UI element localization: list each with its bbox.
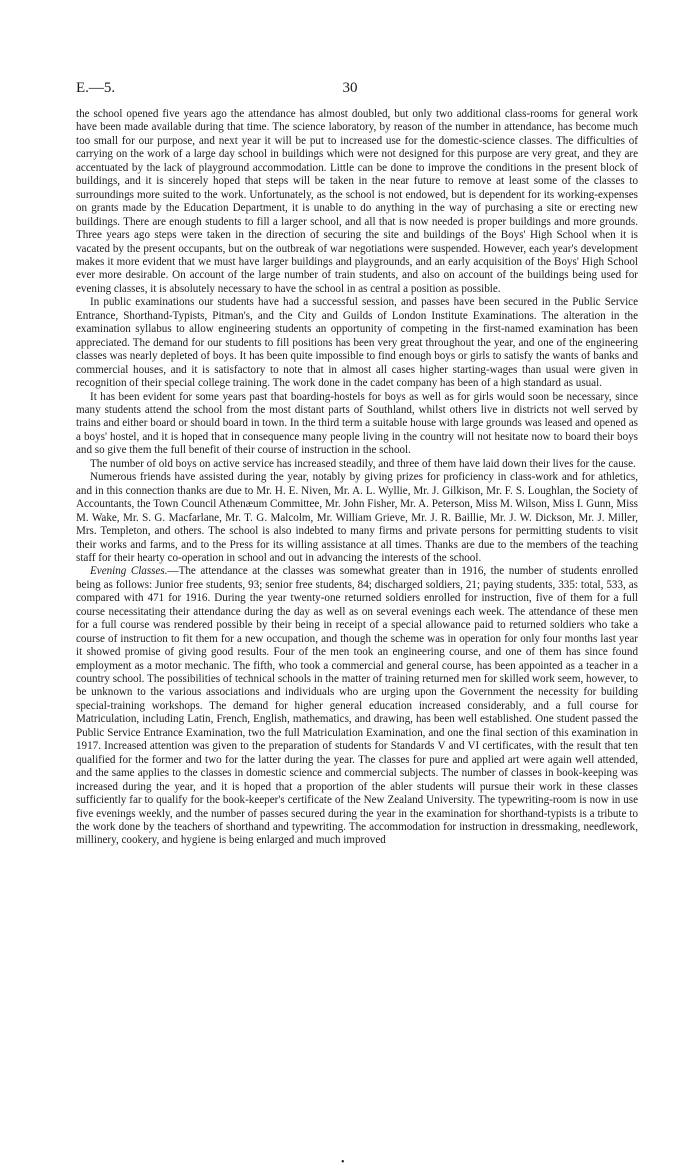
body-text	[76, 108, 638, 848]
paragraph-hostels: It has been evident for some years past that boarding-hostels for boys as well as for girls would soon be necessary, since many students attend the school from the most distant parts of Southland, whilst others live in districts not well served by trains and either board or should board in town. In the third term a suitable house with large grounds was leased and opened as a boys' hostel, and it is hoped that in consequence many people living in the country will not hesitate now to board their boys and so give them the full benefit of their course of instruction in the school.	[76, 390, 638, 457]
paragraph-examinations: In public examinations our students have had a successful session, and passes have been secured in the Public Service Entrance, Shorthand-Typists, Pitman's, and the City and Guilds of London Institute Examinations. The alteration in the examination syllabus to allow engineering students an opportunity of competing in the first-named examination has been appreciated. The demand for our students to fill positions has been very great throughout the year, and one of the engineering classes was nearly depleted of boys. It has been quite impossible to find enough boys or girls to satisfy the wants of banks and commercial houses, and it is satisfactory to note that in almost all cases higher starting-wages than usual were given in recognition of their special college training. The work done in the cadet company has been of a high standard as usual.	[76, 296, 638, 390]
footer-dot: •	[341, 1157, 345, 1168]
document-code: E.—5.	[76, 80, 116, 96]
paragraph-evening-classes	[76, 565, 638, 848]
paragraph-buildings: the school opened five years ago the attendance has almost doubled, but only two additional class-rooms for general work have been made available during that time. The science laboratory, by reason of the number in attendance, has become much too small for our purpose, and next year it will be put to increased use for the domestic-science classes. The difficulties of carrying on the work of a large day school in buildings which were not designed for this purpose are very great, and they are accentuated by the lack of playground accommodation. Little can be done to improve the conditions in the present block of buildings, and it is sincerely hoped that steps will be taken in the near future to remove at least some of the classes to surroundings more suited to the work. Unfortunately, as the school is not endowed, but is dependent for its working-expenses on grants made by the Education Department, it is unable to do anything in the way of purchasing a site or erecting new buildings. There are enough students to fill a larger school, and all that is now needed is proper buildings and more grounds. Three years ago steps were taken in the direction of securing the site and buildings of the Boys' High School when it is vacated by the present occupants, but on the outbreak of war negotiations were suspended. However, each year's development makes it more evident that we must have larger buildings and playgrounds, and an early acquisition of the Boys' High School ever more desirable. On account of the large number of train students, and also on account of the buildings being used for evening classes, it is absolutely necessary to have the school in as central a position as possible.	[76, 108, 638, 295]
paragraph-thanks: Numerous friends have assisted during the year, notably by giving prizes for proficiency in class-work and for athletics, and in this connection thanks are due to Mr. H. E. Niven, Mr. A. L. Wyllie, Mr. J. Gilkison, Mr. F. S. Loughlan, the Society of Accountants, the Town Council Athenæum Committee, Mr. John Fisher, Mr. A. Peterson, Miss M. Wilson, Miss I. Gunn, Miss M. Wake, Mr. S. G. Macfarlane, Mr. T. G. Malcolm, Mr. William Grieve, Mr. J. R. Baillie, Mr. J. W. Dickson, Mr. J. Miller, Mrs. Templeton, and others. The school is also indebted to many firms and private persons for permitting students to visit their works and farms, and to the Press for its willing assistance at all times. Thanks are due to the members of the teaching staff for their hearty co-operation in school and out in advancing the interests of the school.	[76, 471, 638, 564]
page-header	[76, 80, 624, 100]
evening-classes-text: —The attendance at the classes was somewhat greater than in 1916, the number of students enrolled being as follows: Junior free students, 93; senior free students, 84; discharged soldiers, 21; paying students, 335: total, 533, as compared with 471 for 1916. During the year twenty-one returned soldiers enrolled for instruction, five of them for a full course necessitating their attendance during the day as well as on several evenings each week. The attendance of these men for a full course was rendered possible by their being in receipt of a special allowance paid to returned soldiers who take a course of instruction to fit them for a new occupation, and though the scheme was in operation for only four months last year it showed promise of giving good results. Four of the men took an engineering course, and one of them has since found employment as a motor mechanic. The fifth, who took a commercial and general course, has been appointed as a teacher in a country school. The possibilities of technical schools in the matter of training returned men for skilled work seem, however, to be unknown to the various associations and individuals who are urging upon the Government the necessity for building special-training workshops. The demand for higher general education increased considerably, and a full course for Matriculation, including Latin, French, English, mathematics, and drawing, has been well established. One student passed the Public Service Entrance Examination, two the full Matriculation Examination, and one the final section of this examination in 1917. Increased attention was given to the preparation of students for Standards V and VI certificates, with the result that ten qualified for the former and two for the latter during the year. The classes for pure and applied art were again well attended, and the same applies to the classes in domestic science and commercial subjects. The number of classes in book-keeping was increased during the year, and it is hoped that a proportion of the abler students will pursue their work in these classes sufficiently far to qualify for the book-keeper's certificate of the New Zealand University. The typewriting-room is now in use five evenings weekly, and the number of passes secured during the year in the examination for shorthand-typists is a tribute to the work done by the teachers of shorthand and typewriting. The accommodation for instruction in dressmaking, needlework, millinery, cookery, and hygiene is being enlarged and much improved	[76, 565, 638, 847]
evening-classes-heading: Evening Classes.	[90, 565, 168, 578]
paragraph-active-service: The number of old boys on active service has increased steadily, and three of them have laid down their lives for the cause.	[90, 457, 636, 470]
page-number: 30	[342, 80, 358, 96]
